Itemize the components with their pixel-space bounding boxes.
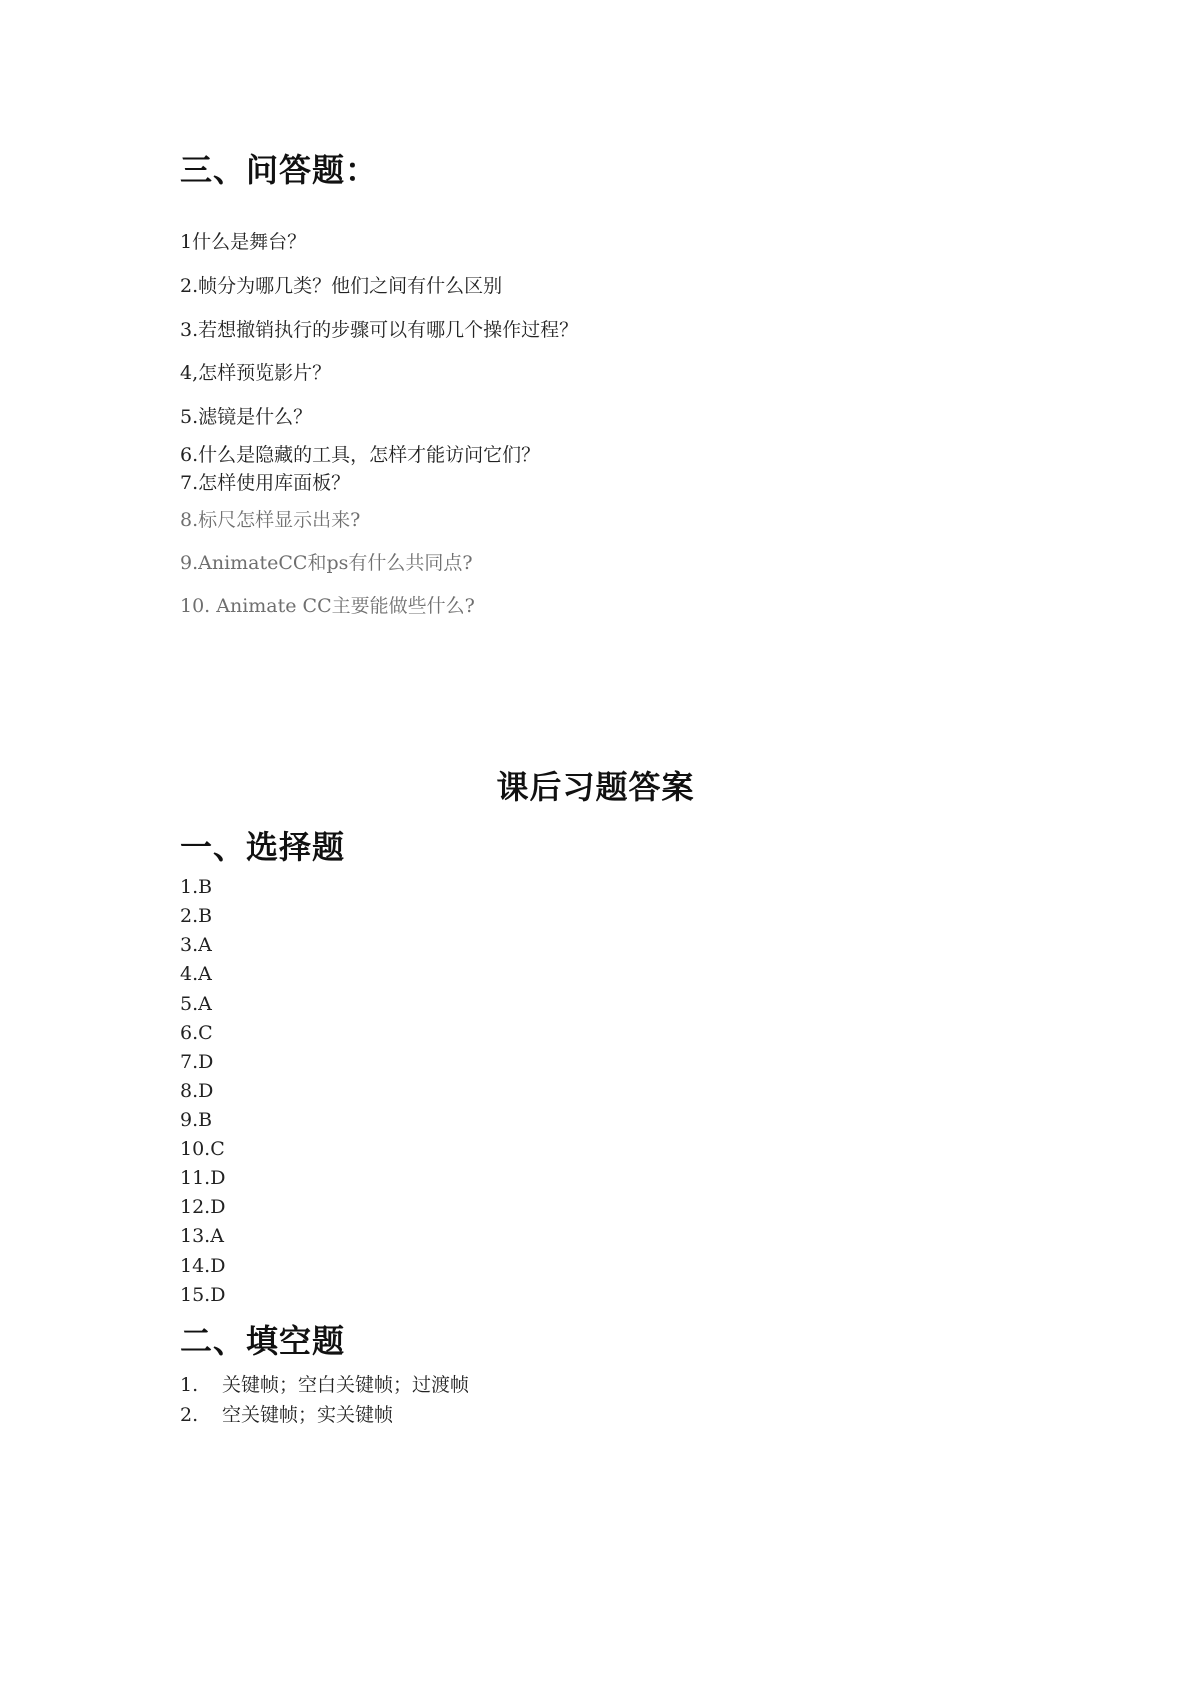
question-item: 4,怎样预览影片？ [180, 362, 332, 384]
choice-answer: 11.D [180, 1167, 226, 1189]
choice-answer: 6.C [180, 1022, 213, 1044]
choice-answer: 1.B [180, 876, 213, 898]
choice-answer: 3.A [180, 934, 212, 956]
question-item: 2.帧分为哪几类？他们之间有什么区别 [180, 275, 503, 297]
question-item: 7.怎样使用库面板？ [180, 472, 351, 494]
choice-answer: 10.C [180, 1138, 225, 1160]
choice-section-heading: 一、选择题 [180, 828, 346, 866]
fill-section-heading: 二、填空题 [180, 1322, 346, 1360]
answers-title: 课后习题答案 [496, 768, 695, 806]
choice-answer: 4.A [180, 963, 212, 985]
fill-answer [180, 1370, 469, 1397]
choice-answer: 9.B [180, 1109, 213, 1131]
question-item: 8.标尺怎样显示出来? [180, 509, 361, 531]
qa-section-heading: 三、问答题： [180, 151, 379, 189]
fill-answer-text: 关键帧；空白关键帧；过渡帧 [222, 1374, 470, 1396]
choice-answer: 8.D [180, 1080, 214, 1102]
choice-answer: 13.A [180, 1225, 224, 1247]
fill-answer [180, 1400, 393, 1427]
choice-answer: 14.D [180, 1255, 226, 1277]
question-item: 10. Animate CC主要能做些什么? [180, 595, 475, 617]
fill-answer-number: 2. [180, 1404, 199, 1426]
question-item: 9.AnimateCC和ps有什么共同点? [180, 552, 473, 574]
question-item: 1什么是舞台？ [180, 231, 307, 253]
fill-answer-text: 空关键帧；实关键帧 [222, 1404, 394, 1426]
question-item: 3.若想撤销执行的步骤可以有哪几个操作过程？ [180, 319, 579, 341]
question-item: 5.滤镜是什么？ [180, 406, 313, 428]
question-item: 6.什么是隐藏的工具，怎样才能访问它们？ [180, 444, 541, 466]
choice-answer: 7.D [180, 1051, 214, 1073]
choice-answer: 2.B [180, 905, 213, 927]
choice-answer: 12.D [180, 1196, 226, 1218]
choice-answer: 5.A [180, 993, 212, 1015]
fill-answer-number: 1. [180, 1374, 199, 1396]
choice-answer: 15.D [180, 1284, 226, 1306]
